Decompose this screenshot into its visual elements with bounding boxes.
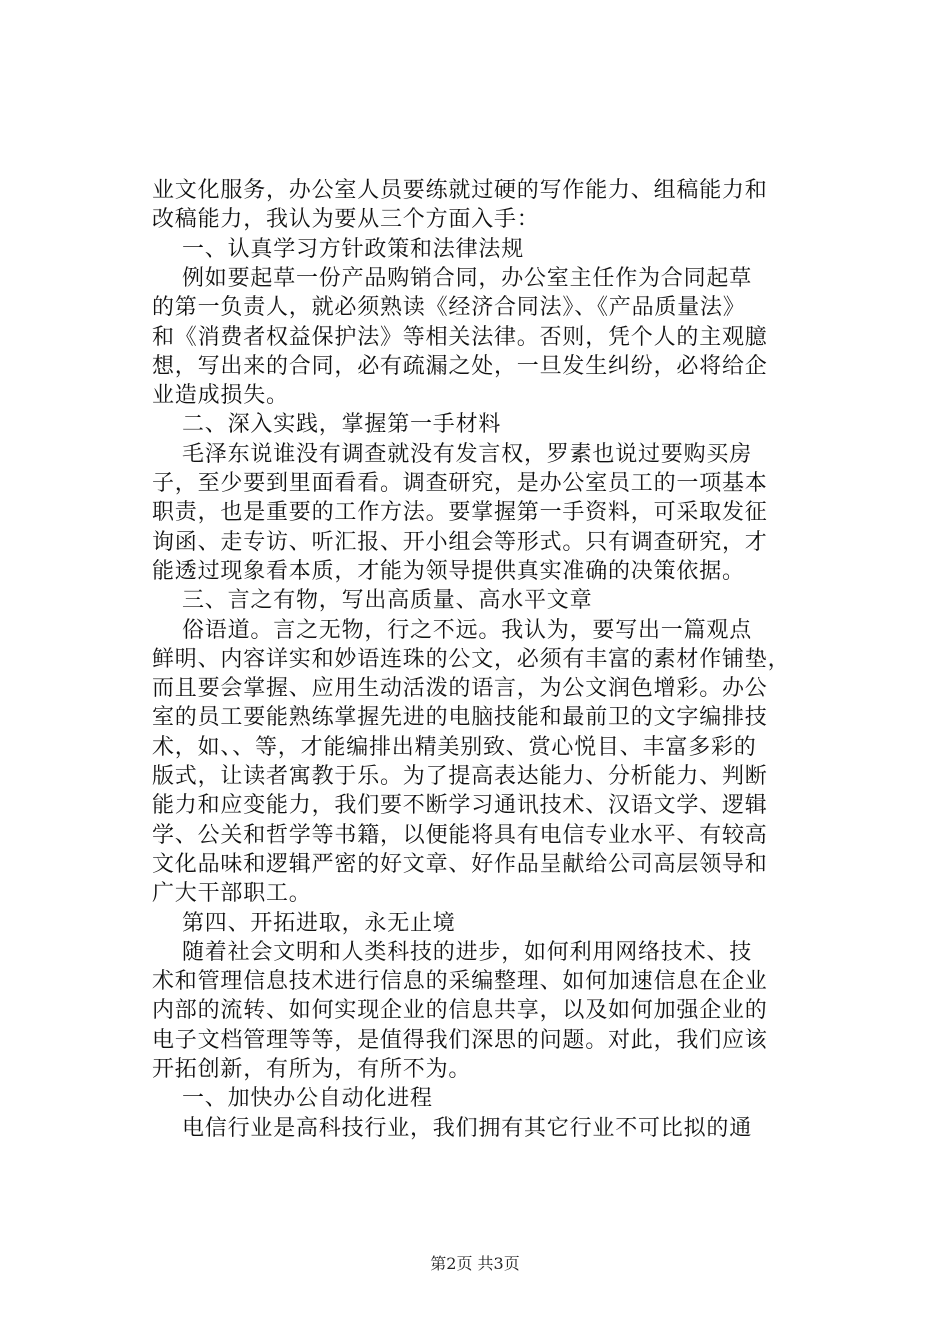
text-line-19: 室的员工要能熟练掌握先进的电脑技能和最前卫的文字编排技 [152,705,768,731]
text-line-14: 能透过现象看本质，才能为领导提供真实准确的决策依据。 [152,558,745,584]
text-line-2: 改稿能力，我认为要从三个方面入手： [152,207,540,233]
section-heading-3: 三、言之有物，写出高质量、高水平文章 [182,588,593,614]
text-line-28: 术和管理信息技术进行信息的采编整理、如何加速信息在企业 [152,969,768,995]
section-heading-1: 一、认真学习方针政策和法律法规 [182,236,525,262]
section-heading-2: 二、深入实践，掌握第一手材料 [182,412,502,438]
text-line-18: 而且要会掌握、应用生动活泼的语言，为公文润色增彩。办公 [152,676,768,702]
text-line-5: 的第一负责人，就必须熟读《经济合同法》、《产品质量法》 [152,295,746,321]
text-line-24: 文化品味和逻辑严密的好文章、好作品呈献给公司高层领导和 [152,851,768,877]
text-line-13: 询函、走专访、听汇报、开小组会等形式。只有调查研究，才 [152,529,768,555]
text-line-31: 开拓创新，有所为，有所不为。 [152,1057,472,1082]
text-line-22: 能力和应变能力，我们要不断学习通讯技术、汉语文学、逻辑 [152,793,768,819]
text-line-8: 业造成损失。 [152,383,289,409]
section-heading-5: 一、加快办公自动化进程 [182,1086,433,1112]
text-line-4: 例如要起草一份产品购销合同，办公室主任作为合同起草 [182,265,753,291]
text-line-10: 毛泽东说谁没有调查就没有发言权，罗素也说过要购买房 [182,441,753,467]
text-line-23: 学、公关和哲学等书籍，以便能将具有电信专业水平、有较高 [152,822,768,848]
section-heading-4: 第四、开拓进取，永无止境 [182,910,456,936]
text-line-6: 和《消费者权益保护法》等相关法律。否则，凭个人的主观臆 [152,324,768,350]
text-line-33: 电信行业是高科技行业，我们拥有其它行业不可比拟的通 [182,1115,753,1141]
text-line-30: 电子文档管理等等，是值得我们深思的问题。对此，我们应该 [152,1027,768,1053]
text-line-7: 想，写出来的合同，必有疏漏之处，一旦发生纠纷，必将给企 [152,353,768,379]
page-footer: 第2页 共3页 [430,1254,520,1273]
text-line-17: 鲜明、内容详实和妙语连珠的公文，必须有丰富的素材作铺垫， [152,646,791,672]
text-line-1: 业文化服务，办公室人员要练就过硬的写作能力、组稿能力和 [152,178,768,203]
text-line-11: 子，至少要到里面看看。调查研究，是办公室员工的一项基本 [152,471,768,496]
text-line-27: 随着社会文明和人类科技的进步，如何利用网络技术、技 [182,939,753,965]
text-line-21: 版式，让读者寓教于乐。为了提高表达能力、分析能力、判断 [152,764,768,789]
text-line-12: 职责，也是重要的工作方法。要掌握第一手资料，可采取发征 [152,500,768,526]
text-line-16: 俗语道。言之无物，行之不远。我认为，要写出一篇观点 [182,617,753,643]
text-line-20: 术，如、、等，才能编排出精美别致、赏心悦目、丰富多彩的 [152,734,757,760]
text-line-25: 广大干部职工。 [152,881,312,907]
text-line-29: 内部的流转、如何实现企业的信息共享，以及如何加强企业的 [152,998,768,1024]
